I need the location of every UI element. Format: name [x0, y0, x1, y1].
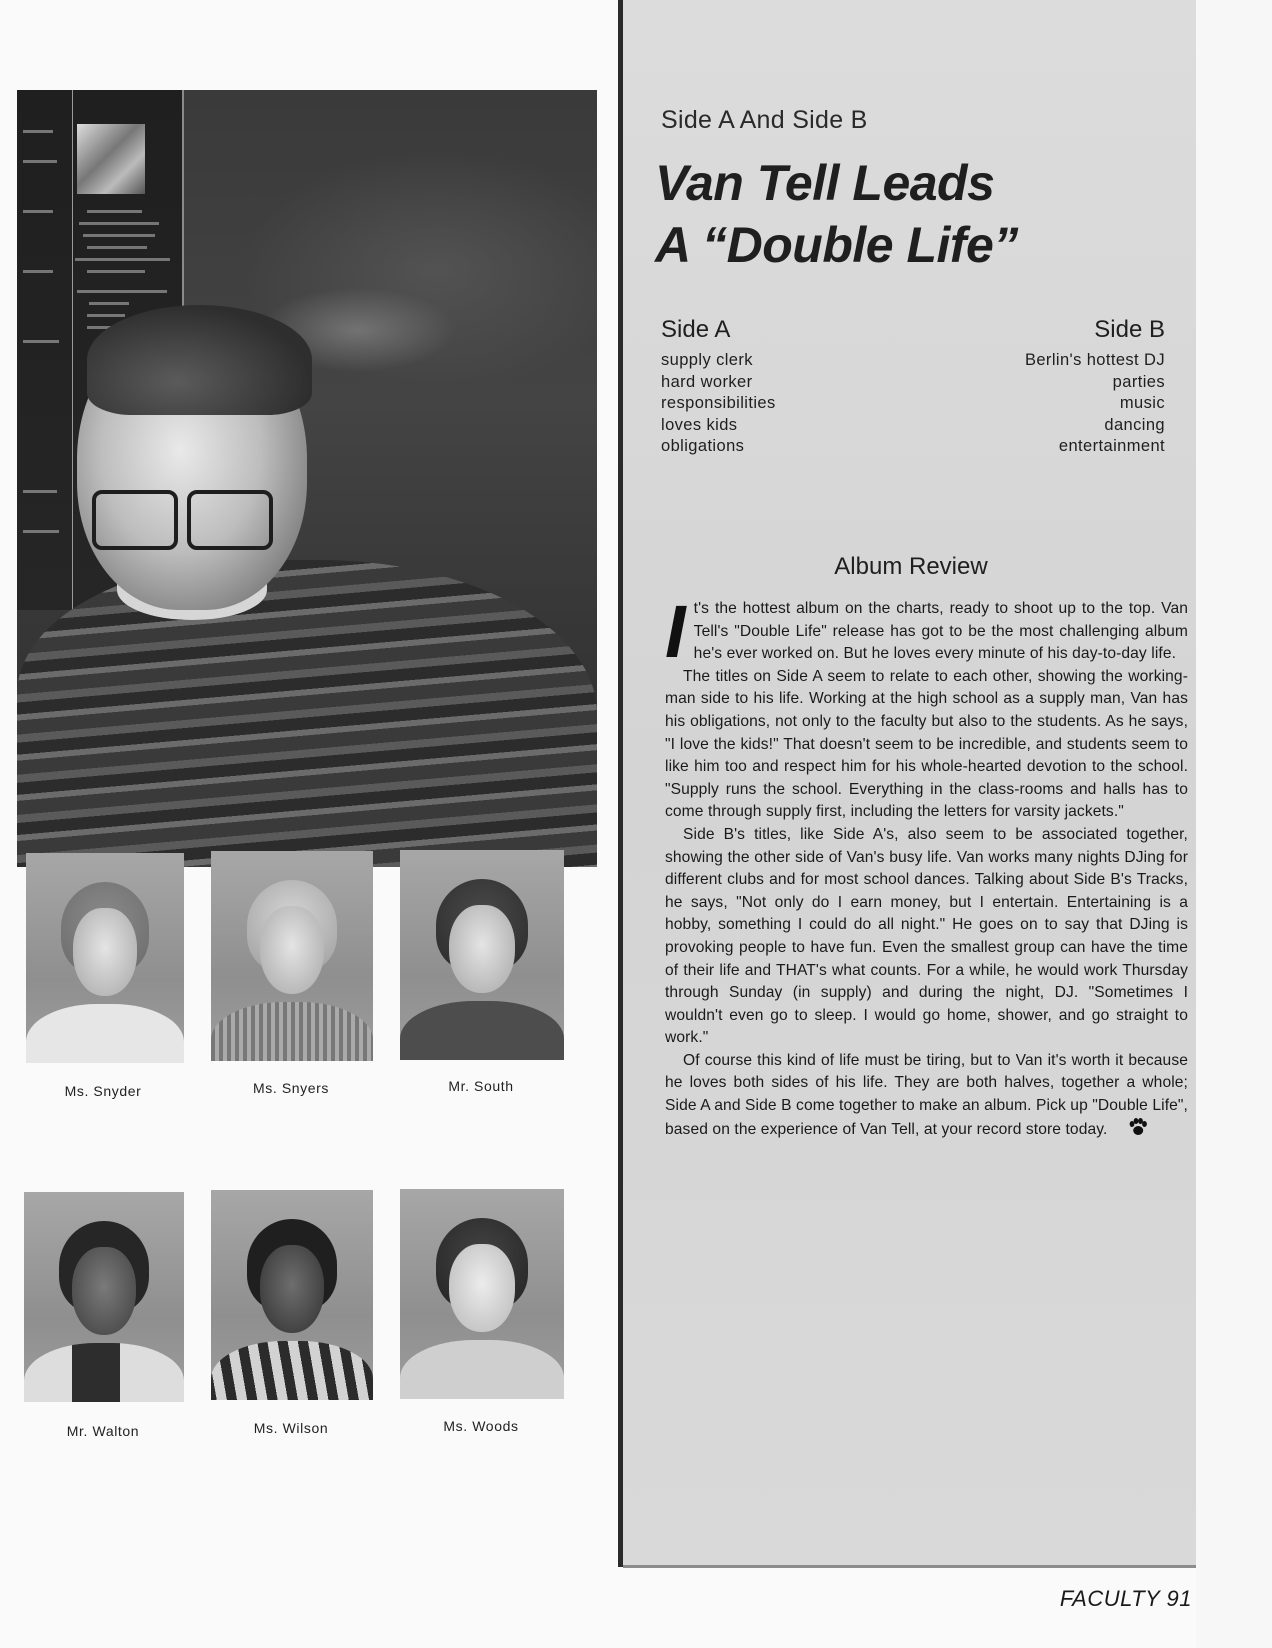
article-paragraph: The titles on Side A seem to relate to each other, showing the working-man side to his life. Working at the high school as a supply man, Van has his obligations, not only to the faculty but also to the students. As he says, "I love the kids!" That doesn't seem to be incredible, and students seem to like him too and respect him for his whole-hearted devotion to the school. "Supply runs the school. Everything in the class-rooms and halls has to come through supply first, including the letters for varsity jackets." [665, 667, 1188, 821]
page-folio: FACULTY 91 [1059, 1586, 1192, 1611]
side-b-tracklist [1025, 350, 1165, 458]
article-paragraph: Side B's titles, like Side A's, also seem to be associated together, showing the other side of Van's busy life. Van works many nights DJing for different clubs and for most school dances. Talking about Side B's Tracks, he says, "Not only do I earn money, but I entertain. Entertaining is a hobby, something I could do all night." He goes on to say that DJing is provoking people to have fun. Even the smallest group can have the time of their life and THAT's what counts. For a while, he would work Thursday through Sunday (in supply) and during the night, DJ. "Sometimes I wouldn't even go to sleep. I would go home, shower, and go straight to work." [665, 825, 1188, 1047]
side-a-track: loves kids [661, 415, 738, 434]
article-body [665, 590, 1188, 1143]
side-b-title: Side B [1094, 316, 1165, 343]
side-b-track: entertainment [1058, 437, 1165, 455]
portrait-caption: Ms. Woods [443, 1418, 519, 1434]
headline-line-2: A “Double Life” [655, 217, 1018, 273]
portrait-photo [400, 1189, 564, 1399]
portrait-caption: Ms. Wilson [253, 1420, 329, 1436]
article-headline [655, 152, 1175, 276]
side-a-title: Side A [661, 316, 731, 343]
side-a-tracklist [661, 350, 776, 458]
article-kicker: Side A And Side B [661, 106, 868, 134]
album-review-heading: Album Review [834, 553, 988, 580]
side-a-track: obligations [661, 437, 745, 455]
drop-cap: I [665, 590, 686, 673]
side-b-track: dancing [1104, 415, 1165, 434]
portrait-caption: Ms. Snyers [252, 1080, 329, 1096]
sweater [17, 560, 597, 867]
paw-print-icon [1110, 1118, 1148, 1144]
side-b-track: music [1119, 394, 1165, 412]
portrait-photo [211, 1190, 373, 1400]
side-b-track: Berlin's hottest DJ [1024, 351, 1165, 369]
side-a-track: supply clerk [661, 351, 753, 369]
glasses [92, 490, 178, 550]
article-paragraph: Of course this kind of life must be tiring, but to Van it's worth it because he loves both sides of his life. They are both halves, together a whole; Side A and Side B come together to make an album. Pick up "Double Life", based on the experience of Van Tell, at your record store today. [665, 1050, 1188, 1143]
portrait-caption: Mr. South [448, 1078, 514, 1094]
portrait-caption: Mr. Walton [66, 1423, 140, 1439]
side-b-track: parties [1112, 372, 1165, 391]
headline-line-1: Van Tell Leads [655, 155, 995, 211]
portrait-photo [400, 850, 564, 1060]
side-a-track: hard worker [661, 372, 753, 391]
portrait-photo [26, 853, 184, 1063]
portrait-photo [24, 1192, 184, 1402]
side-a-track: responsibilities [661, 394, 776, 412]
main-photo-van-tell [17, 90, 597, 867]
portrait-caption: Ms. Snyder [64, 1083, 142, 1099]
article-paragraph: It's the hottest album on the charts, ready to shoot up to the top. Van Tell's "Double Life" release has got to be the most challenging album he's ever worked on. But he loves every minute of his day-to-day life. [665, 590, 1188, 673]
portrait-photo [211, 851, 373, 1061]
